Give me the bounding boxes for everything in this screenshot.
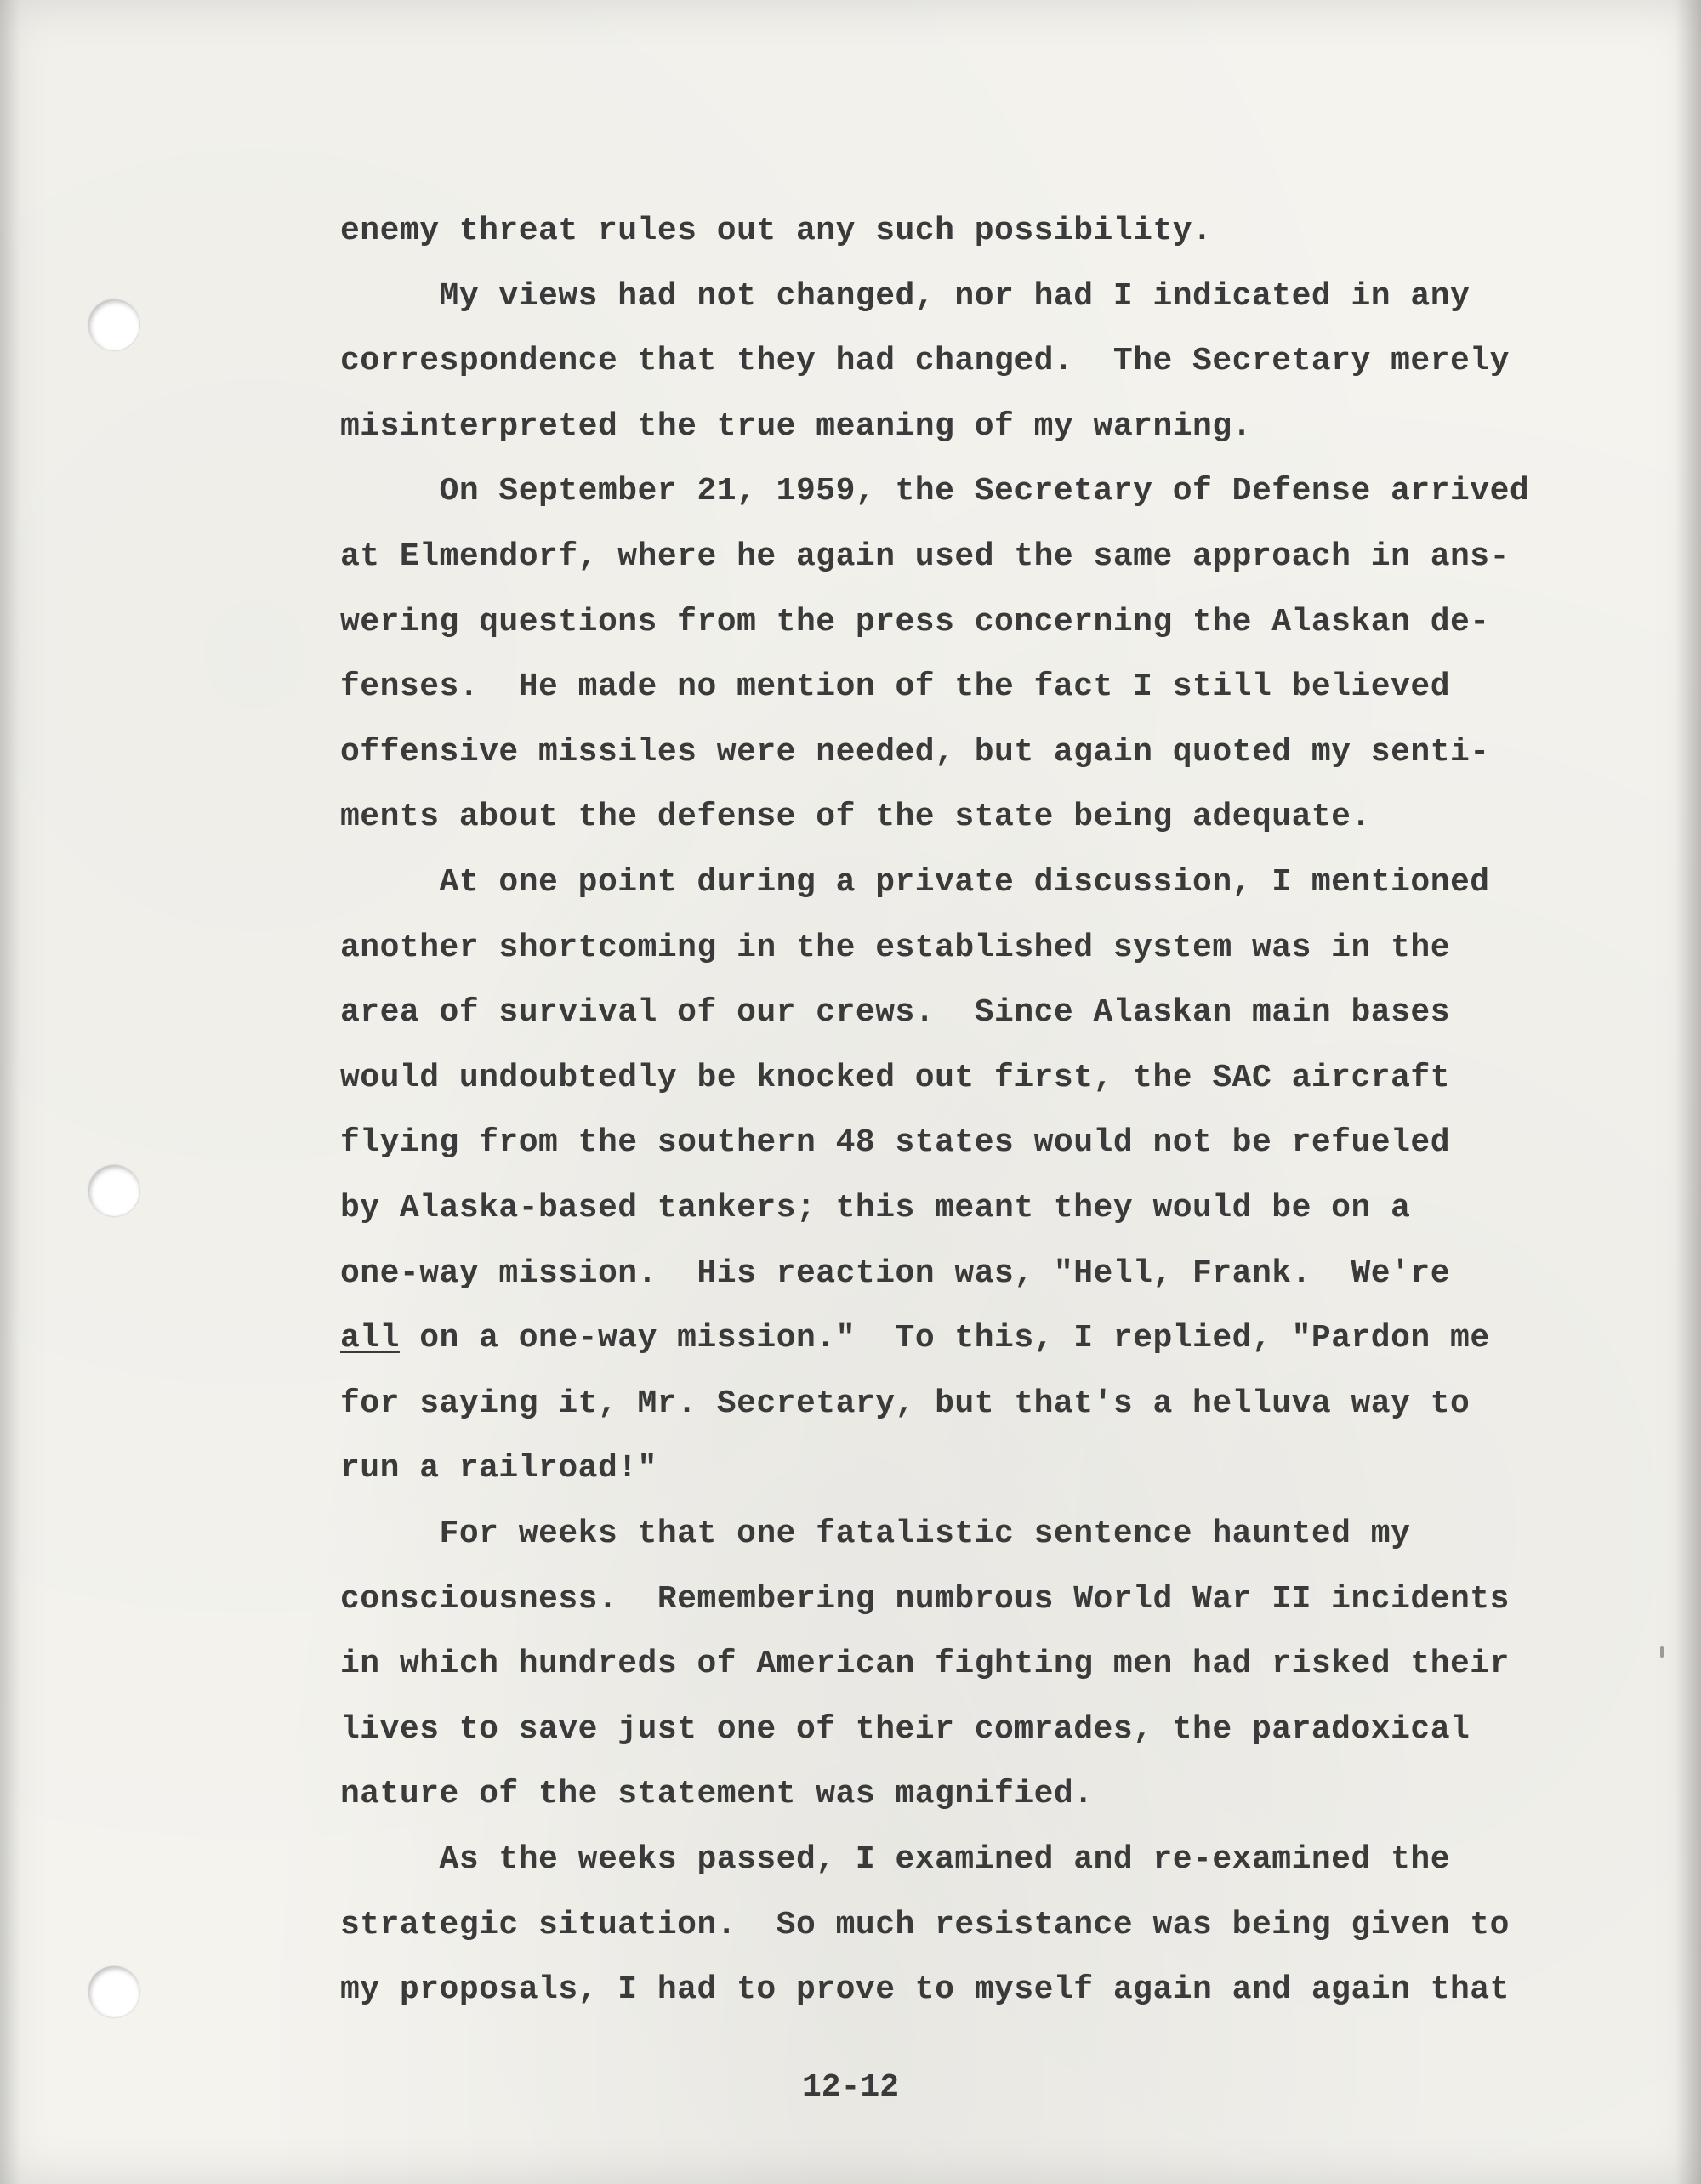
- page-edge-shadow-right: [1675, 0, 1701, 2184]
- text-line: at Elmendorf, where he again used the same approach in ans-: [340, 538, 1510, 575]
- text-line: one-way mission. His reaction was, "Hell, Frank. We're: [340, 1255, 1451, 1292]
- text-line: fenses. He made no mention of the fact I still believed: [340, 668, 1451, 705]
- text-line: enemy threat rules out any such possibility.: [340, 213, 1213, 249]
- text-line: On September 21, 1959, the Secretary of Defense arrived: [340, 473, 1530, 509]
- text-line: nature of the statement was magnified.: [340, 1776, 1094, 1812]
- text-line: My views had not changed, nor had I indicated in any: [340, 278, 1471, 315]
- text-line: ments about the defense of the state being adequate.: [340, 799, 1371, 835]
- text-line: wering questions from the press concerning the Alaskan de-: [340, 604, 1490, 640]
- text-line: lives to save just one of their comrades, the paradoxical: [340, 1711, 1471, 1748]
- text-line: in which hundreds of American fighting men had risked their: [340, 1646, 1510, 1682]
- underlined-emphasis: all: [340, 1320, 400, 1356]
- page-edge-shadow-left: [0, 0, 20, 2184]
- text-line: For weeks that one fatalistic sentence haunted my: [340, 1516, 1411, 1552]
- text-line: As the weeks passed, I examined and re-examined the: [340, 1841, 1451, 1878]
- text-line-with-underline: [340, 1317, 1490, 1360]
- text-line: offensive missiles were needed, but again quoted my senti-: [340, 734, 1490, 771]
- punch-hole-top: [88, 299, 139, 350]
- text-line: misinterpreted the true meaning of my warning.: [340, 408, 1252, 445]
- punch-hole-middle: [88, 1165, 139, 1216]
- text-line: by Alaska-based tankers; this meant they would be on a: [340, 1190, 1411, 1226]
- text-line: strategic situation. So much resistance was being given to: [340, 1907, 1510, 1943]
- text-line: correspondence that they had changed. The Secretary merely: [340, 343, 1510, 379]
- text-line: for saying it, Mr. Secretary, but that's a helluva way to: [340, 1385, 1471, 1422]
- text-line: my proposals, I had to prove to myself again and again that: [340, 1971, 1510, 2008]
- page-number: 12-12: [801, 2069, 900, 2106]
- text-line-remainder: on a one-way mission." To this, I replied, "Pardon me: [399, 1320, 1490, 1356]
- paper-speck: [1660, 1646, 1664, 1658]
- text-line: run a railroad!": [340, 1450, 657, 1487]
- text-line: flying from the southern 48 states would not be refueled: [340, 1124, 1451, 1161]
- text-line: At one point during a private discussion, I mentioned: [340, 864, 1490, 901]
- text-line: another shortcoming in the established system was in the: [340, 930, 1451, 966]
- punch-hole-bottom: [88, 1966, 139, 2017]
- text-line: consciousness. Remembering numbrous World War II incidents: [340, 1581, 1510, 1618]
- text-line: would undoubtedly be knocked out first, the SAC aircraft: [340, 1060, 1451, 1096]
- text-line: area of survival of our crews. Since Alaskan main bases: [340, 994, 1451, 1031]
